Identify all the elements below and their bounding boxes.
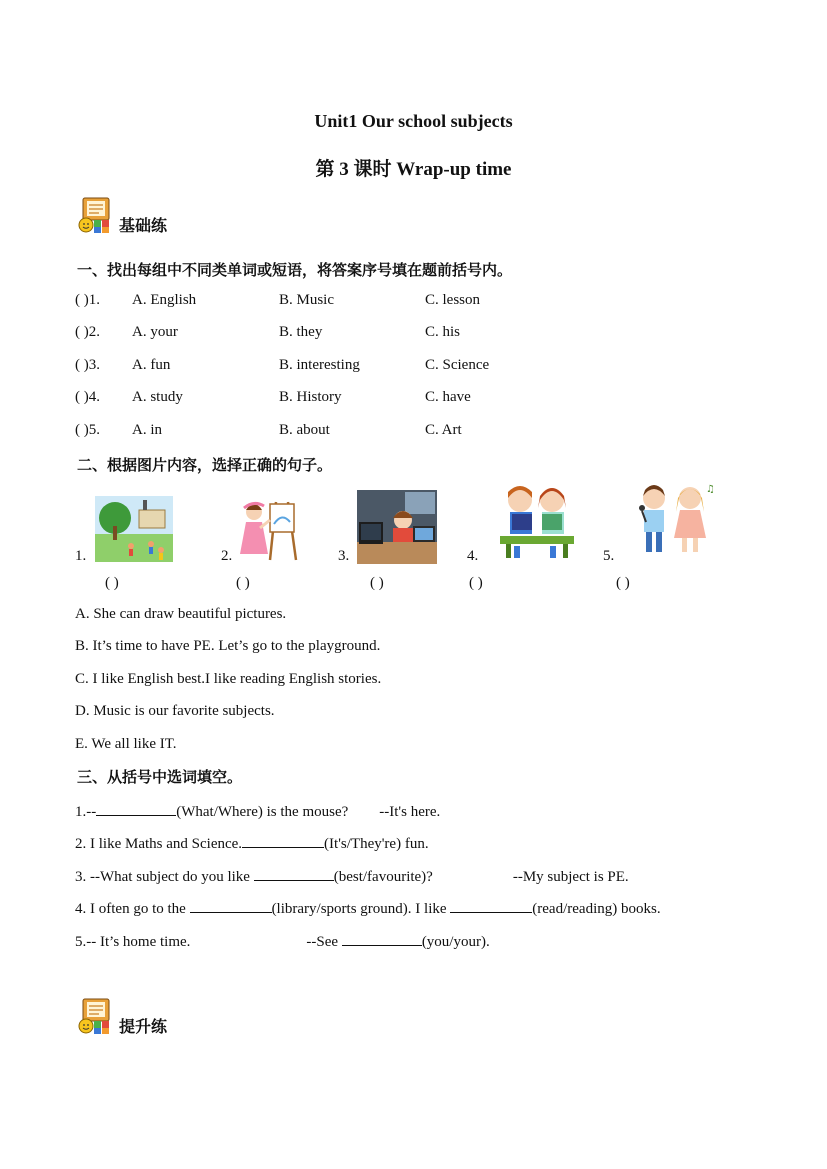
svg-text:♫: ♫ bbox=[706, 484, 715, 495]
playground-picture bbox=[95, 496, 173, 567]
answer-bracket[interactable]: ( ) bbox=[469, 575, 483, 591]
part2-heading: 二、根据图片内容，选择正确的句子。 bbox=[77, 458, 333, 474]
answer-blank[interactable] bbox=[254, 866, 334, 881]
answer-bracket[interactable]: ( )4. bbox=[75, 389, 100, 405]
question-text: (best/favourite)? bbox=[333, 869, 433, 885]
section-basic-label: 基础练 bbox=[119, 218, 168, 235]
answer-hint: --It's here. bbox=[379, 804, 441, 820]
option-b-sentence: B. It’s time to have PE. Let’s go to the playground. bbox=[75, 638, 381, 654]
answer-bracket[interactable]: ( )3. bbox=[75, 357, 100, 373]
question-text: (you/your). bbox=[421, 934, 490, 950]
picture-number: 5. bbox=[603, 548, 615, 564]
answer-blank[interactable] bbox=[342, 931, 422, 946]
option-e-sentence: E. We all like IT. bbox=[75, 736, 177, 752]
option-c: C. his bbox=[425, 324, 461, 340]
question-text: 2. I like Maths and Science. bbox=[75, 836, 243, 852]
answer-blank[interactable] bbox=[450, 898, 532, 913]
question-text: (library/sports ground). I like bbox=[271, 901, 451, 917]
kids-reading-picture bbox=[498, 482, 576, 567]
answer-bracket[interactable]: ( ) bbox=[105, 575, 119, 591]
answer-blank[interactable] bbox=[96, 801, 176, 816]
picture-number: 2. bbox=[221, 548, 233, 564]
question-text: (It's/They're) fun. bbox=[324, 836, 429, 852]
question-text: 3. --What subject do you like bbox=[75, 869, 254, 885]
worksheet-subtitle: 第 3 课时 Wrap-up time bbox=[315, 159, 512, 180]
picture-number: 3. bbox=[338, 548, 350, 564]
fill-blank-question-1 bbox=[75, 801, 440, 821]
option-d-sentence: D. Music is our favorite subjects. bbox=[75, 703, 275, 719]
question-text: 5.-- It’s home time. bbox=[75, 934, 191, 950]
option-b: B. Music bbox=[279, 292, 335, 308]
book-stack-icon bbox=[77, 196, 115, 234]
option-c: C. Science bbox=[425, 357, 490, 373]
picture-number: 1. bbox=[75, 548, 87, 564]
option-c-sentence: C. I like English best.I like reading English stories. bbox=[75, 671, 382, 687]
answer-blank[interactable] bbox=[190, 898, 272, 913]
answer-blank[interactable] bbox=[242, 833, 324, 848]
answer-bracket[interactable]: ( ) bbox=[236, 575, 250, 591]
option-a: A. English bbox=[132, 292, 197, 308]
section-advanced-header bbox=[77, 997, 167, 1035]
computer-class-picture bbox=[357, 490, 437, 569]
question-text: (read/reading) books. bbox=[532, 901, 661, 917]
option-b: B. History bbox=[279, 389, 342, 405]
answer-bracket[interactable]: ( )5. bbox=[75, 422, 100, 438]
girl-drawing-picture bbox=[238, 494, 300, 567]
option-b: B. about bbox=[279, 422, 330, 438]
section-basic-header bbox=[77, 196, 167, 234]
option-a: A. study bbox=[132, 389, 183, 405]
option-b: B. interesting bbox=[279, 357, 360, 373]
kids-singing-picture bbox=[630, 482, 716, 563]
option-c: C. have bbox=[425, 389, 471, 405]
worksheet-title: Unit1 Our school subjects bbox=[314, 111, 513, 131]
question-text: (What/Where) is the mouse? bbox=[176, 804, 349, 820]
answer-hint: --My subject is PE. bbox=[512, 869, 629, 885]
option-c: C. lesson bbox=[425, 292, 481, 308]
picture-number: 4. bbox=[467, 548, 479, 564]
question-text: --See bbox=[306, 934, 342, 950]
part3-heading: 三、从括号中选词填空。 bbox=[77, 770, 243, 786]
fill-blank-question-2 bbox=[75, 833, 429, 853]
fill-blank-question-5 bbox=[75, 931, 490, 951]
answer-bracket[interactable]: ( )1. bbox=[75, 292, 100, 308]
section-advanced-label: 提升练 bbox=[119, 1019, 168, 1036]
option-a: A. your bbox=[132, 324, 178, 340]
question-text: 4. I often go to the bbox=[75, 901, 190, 917]
question-text: 1.-- bbox=[75, 804, 97, 820]
option-a: A. fun bbox=[132, 357, 171, 373]
book-stack-icon bbox=[77, 997, 115, 1035]
option-a-sentence: A. She can draw beautiful pictures. bbox=[75, 606, 287, 622]
answer-bracket[interactable]: ( ) bbox=[370, 575, 384, 591]
fill-blank-question-3 bbox=[75, 866, 629, 886]
answer-bracket[interactable]: ( ) bbox=[616, 575, 630, 591]
option-c: C. Art bbox=[425, 422, 462, 438]
fill-blank-question-4 bbox=[75, 898, 661, 918]
answer-bracket[interactable]: ( )2. bbox=[75, 324, 100, 340]
part1-heading: 一、找出每组中不同类单词或短语，将答案序号填在题前括号内。 bbox=[77, 263, 513, 279]
option-b: B. they bbox=[279, 324, 323, 340]
option-a: A. in bbox=[132, 422, 162, 438]
